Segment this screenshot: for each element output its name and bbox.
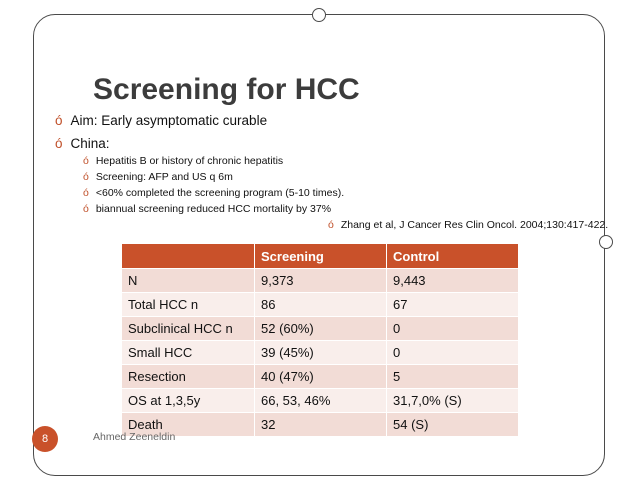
sub-bullet-text: Hepatitis B or history of chronic hepatitis: [95, 155, 284, 167]
table-row: [122, 389, 518, 413]
sub-bullet-marker-icon: ó: [83, 171, 89, 183]
table-cell: 86: [255, 293, 387, 317]
table-cell: 40 (47%): [255, 365, 387, 389]
frame-corner-dot-top: [312, 8, 326, 22]
table-header-cell: Control: [387, 244, 519, 269]
table-cell: 67: [387, 293, 519, 317]
table-cell: 31,7,0% (S): [387, 389, 519, 413]
sub-bullet-marker-icon: ó: [83, 203, 89, 215]
table-cell: 5: [387, 365, 519, 389]
reference-citation: [328, 219, 608, 231]
sub-bullet-text: Screening: AFP and US q 6m: [95, 171, 233, 183]
page-number-badge: 8: [32, 426, 58, 452]
bullet-marker-icon: ó: [55, 113, 63, 128]
sub-bullet-marker-icon: ó: [83, 155, 89, 167]
table-cell: 9,373: [255, 269, 387, 293]
table-cell: 66, 53, 46%: [255, 389, 387, 413]
bullet-text: Aim: Early asymptomatic curable: [70, 113, 268, 128]
table-cell: 54 (S): [387, 413, 519, 437]
table-row: [122, 293, 518, 317]
table-cell: N: [122, 269, 255, 293]
reference-text: Zhang et al, J Cancer Res Clin Oncol. 2004;130:417-422.: [340, 219, 609, 231]
table-row: [122, 341, 518, 365]
table-row: [122, 317, 518, 341]
table-cell: 9,443: [387, 269, 519, 293]
table-cell: Death: [122, 413, 255, 437]
table-header-cell: Screening: [255, 244, 387, 269]
table-cell: Small HCC: [122, 341, 255, 365]
sub-bullet-completion: [83, 187, 344, 199]
reference-marker-icon: ó: [328, 219, 334, 231]
table-cell: Subclinical HCC n: [122, 317, 255, 341]
bullet-aim: [55, 113, 267, 128]
sub-bullet-mortality: [83, 203, 331, 215]
table-row: [122, 269, 518, 293]
table-row: [122, 365, 518, 389]
table-cell: Resection: [122, 365, 255, 389]
bullet-text: China:: [70, 136, 110, 151]
sub-bullet-text: <60% completed the screening program (5-10 times).: [95, 187, 345, 199]
table-row: [122, 413, 518, 437]
table-header-row: [122, 244, 518, 269]
table-cell: Total HCC n: [122, 293, 255, 317]
sub-bullet-hepatitis: [83, 155, 283, 167]
sub-bullet-text: biannual screening reduced HCC mortality by 37%: [95, 203, 332, 215]
table-cell: 52 (60%): [255, 317, 387, 341]
table-cell: OS at 1,3,5y: [122, 389, 255, 413]
author-footer: Ahmed Zeeneldin: [93, 431, 176, 443]
frame-corner-dot-right: [599, 235, 613, 249]
sub-bullet-marker-icon: ó: [83, 187, 89, 199]
table-cell: 39 (45%): [255, 341, 387, 365]
table-cell: 32: [255, 413, 387, 437]
table-cell: 0: [387, 317, 519, 341]
table-header-cell: [122, 244, 255, 269]
table-cell: 0: [387, 341, 519, 365]
bullet-china: [55, 136, 110, 151]
sub-bullet-screening: [83, 171, 233, 183]
screening-results-table: [122, 244, 518, 437]
slide-title: Screening for HCC: [93, 73, 360, 106]
bullet-marker-icon: ó: [55, 136, 63, 151]
